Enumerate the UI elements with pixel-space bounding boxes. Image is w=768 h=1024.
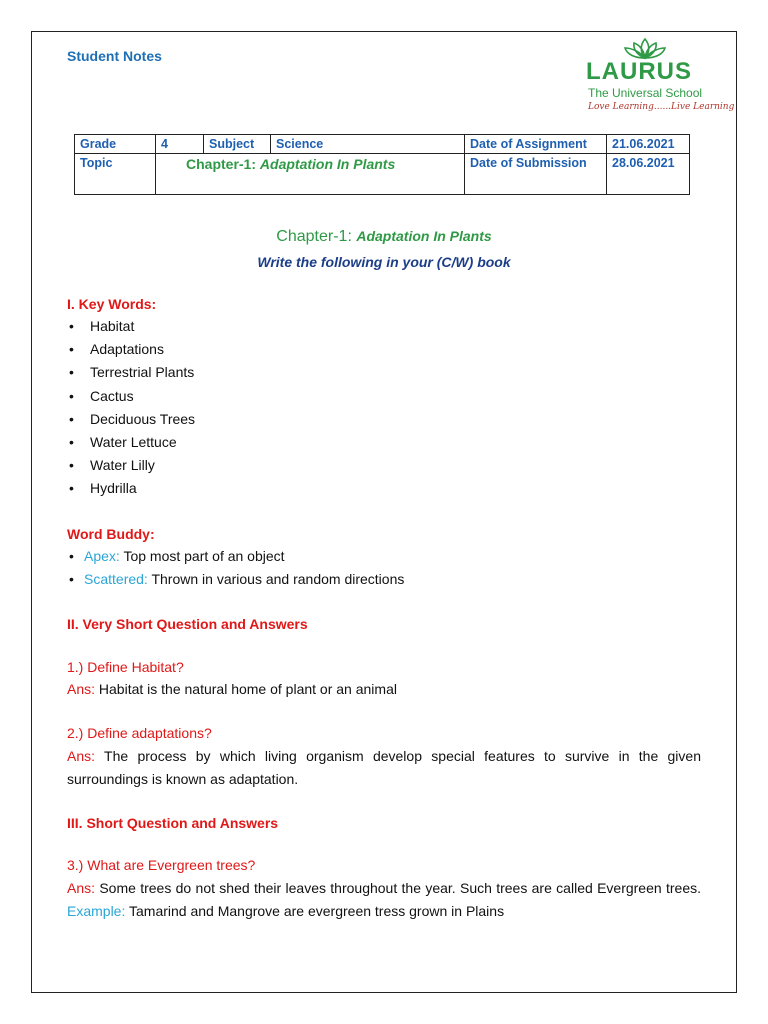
list-item: • Cactus	[67, 388, 195, 411]
answer-label: Ans:	[67, 880, 96, 896]
answer-text: Habitat is the natural home of plant or an animal	[95, 681, 397, 697]
chapter-heading	[0, 228, 768, 246]
table-row	[75, 135, 690, 154]
topic-title: Adaptation In Plants	[259, 156, 396, 172]
key-words-list	[67, 318, 195, 504]
list-item: • Terrestrial Plants	[67, 364, 195, 387]
answer-2	[67, 745, 701, 790]
grade-value: 4	[156, 135, 204, 154]
date-of-submission-label: Date of Submission	[465, 154, 607, 195]
example-label: Example:	[67, 902, 126, 919]
buddy-definition: Top most part of an object	[119, 548, 285, 564]
example-text: Tamarind and Mangrove are evergreen tress grown in Plains	[125, 902, 505, 919]
buddy-definition: Thrown in various and random directions	[147, 570, 405, 587]
topic-value	[156, 154, 465, 195]
logo-wordmark: LAURUS	[586, 58, 692, 85]
question-3: 3.) What are Evergreen trees?	[67, 857, 256, 873]
key-words-heading: I. Key Words:	[67, 296, 157, 312]
list-item	[67, 571, 404, 594]
school-logo	[586, 36, 735, 116]
subject-label: Subject	[204, 135, 271, 154]
list-item: • Adaptations	[67, 341, 195, 364]
list-item: • Hydrilla	[67, 480, 195, 503]
list-item: • Water Lilly	[67, 457, 195, 480]
word-buddy-list	[67, 548, 404, 593]
chapter-prefix: Chapter-1:	[276, 228, 357, 245]
list-item	[67, 548, 404, 571]
date-of-assignment-value: 21.06.2021	[607, 135, 690, 154]
grade-label: Grade	[75, 135, 156, 154]
list-item: • Habitat	[67, 318, 195, 341]
topic-prefix: Chapter-1:	[186, 156, 260, 172]
topic-label: Topic	[75, 154, 156, 195]
answer-text: The process by which living organism develop special features to survive in the given surroundings is known as adaptation.	[67, 748, 701, 787]
date-of-submission-value: 28.06.2021	[607, 154, 690, 195]
answer-label: Ans:	[67, 748, 96, 764]
section-3-heading: III. Short Question and Answers	[67, 815, 279, 831]
subject-value: Science	[271, 135, 465, 154]
word-buddy-heading: Word Buddy:	[67, 526, 155, 542]
answer-1	[67, 681, 397, 697]
answer-text: Some trees do not shed their leaves throughout the year. Such trees are called Evergreen trees.	[95, 880, 701, 896]
logo-tagline: Love Learning......Live Learning	[588, 102, 735, 112]
student-notes-label: Student Notes	[67, 48, 162, 64]
answer-label: Ans:	[67, 681, 96, 697]
question-2: 2.) Define adaptations?	[67, 725, 212, 741]
date-of-assignment-label: Date of Assignment	[465, 135, 607, 154]
buddy-term: Scattered:	[84, 570, 148, 587]
section-2-heading: II. Very Short Question and Answers	[67, 616, 308, 632]
assignment-info-table	[74, 134, 690, 195]
question-1: 1.) Define Habitat?	[67, 659, 184, 675]
answer-3	[67, 877, 701, 922]
lotus-icon	[622, 36, 668, 60]
chapter-title: Adaptation In Plants	[356, 228, 492, 244]
buddy-term: Apex:	[84, 548, 120, 564]
list-item: • Water Lettuce	[67, 434, 195, 457]
list-item: • Deciduous Trees	[67, 411, 195, 434]
instruction-line: Write the following in your (C/W) book	[257, 254, 511, 270]
logo-subtitle: The Universal School	[588, 86, 703, 100]
table-row	[75, 154, 690, 195]
